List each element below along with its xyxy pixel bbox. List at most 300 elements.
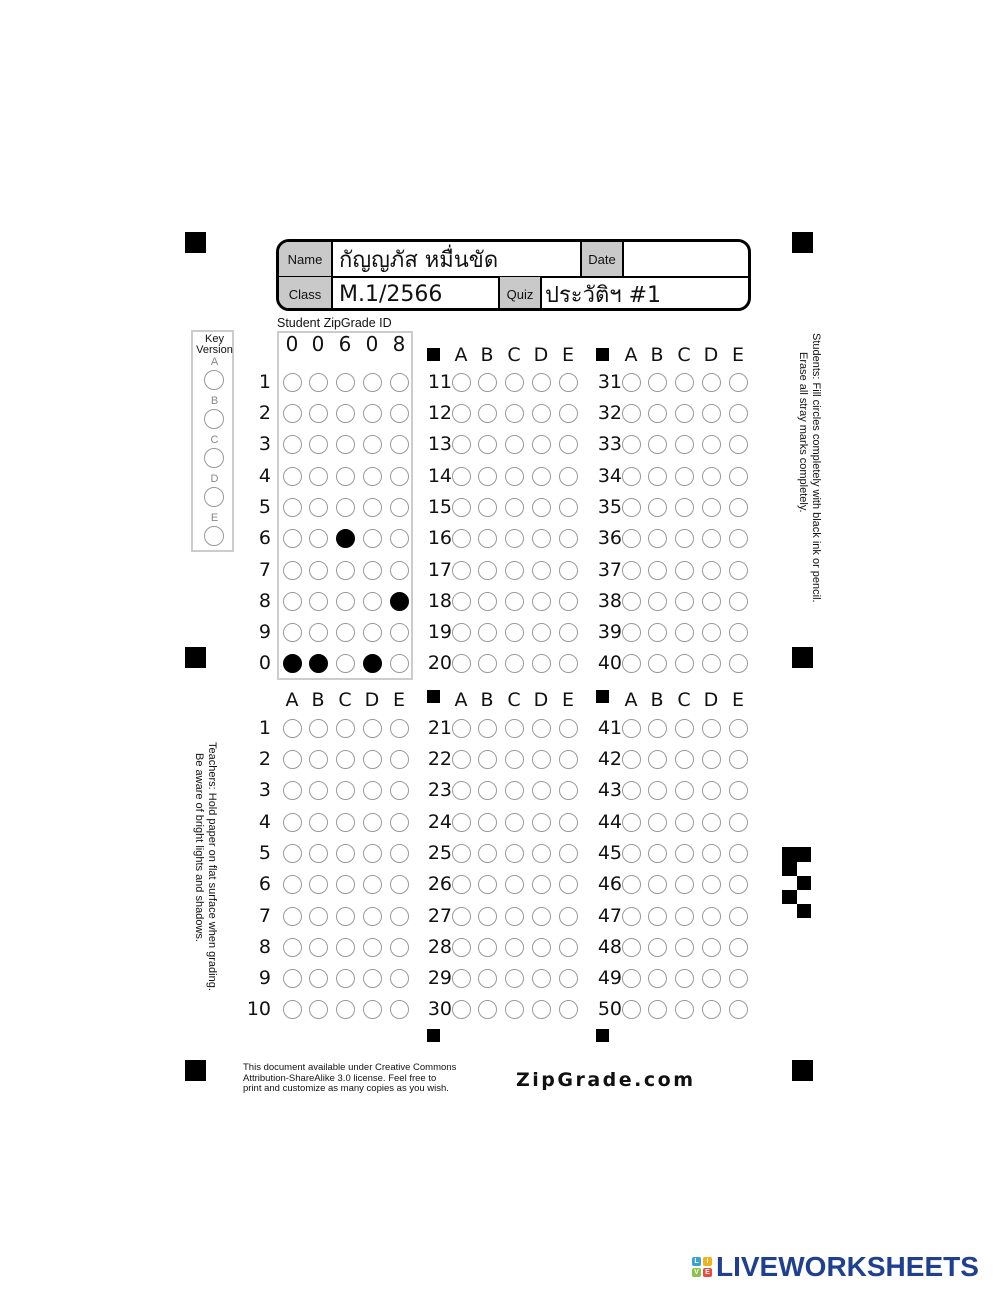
student-id-row-6-bubble-e[interactable] bbox=[390, 529, 409, 548]
question-3-bubble-e[interactable] bbox=[390, 781, 409, 800]
question-30-bubble-a[interactable] bbox=[452, 1000, 471, 1019]
key-version-bubble-c[interactable] bbox=[204, 448, 224, 468]
question-32-bubble-b[interactable] bbox=[648, 404, 667, 423]
question-1-bubble-d[interactable] bbox=[363, 719, 382, 738]
student-id-row-1-bubble-a[interactable] bbox=[283, 373, 302, 392]
student-id-row-0-bubble-a[interactable] bbox=[283, 654, 302, 673]
question-48-bubble-e[interactable] bbox=[729, 938, 748, 957]
question-18-bubble-b[interactable] bbox=[478, 592, 497, 611]
key-version-bubble-b[interactable] bbox=[204, 409, 224, 429]
question-1-bubble-a[interactable] bbox=[283, 719, 302, 738]
question-33-bubble-e[interactable] bbox=[729, 435, 748, 454]
question-32-bubble-e[interactable] bbox=[729, 404, 748, 423]
question-23-bubble-b[interactable] bbox=[478, 781, 497, 800]
question-21-bubble-e[interactable] bbox=[559, 719, 578, 738]
question-39-bubble-b[interactable] bbox=[648, 623, 667, 642]
question-9-bubble-a[interactable] bbox=[283, 969, 302, 988]
question-22-bubble-b[interactable] bbox=[478, 750, 497, 769]
question-43-bubble-a[interactable] bbox=[622, 781, 641, 800]
question-30-bubble-d[interactable] bbox=[532, 1000, 551, 1019]
student-id-row-1-bubble-c[interactable] bbox=[336, 373, 355, 392]
question-8-bubble-c[interactable] bbox=[336, 938, 355, 957]
question-9-bubble-c[interactable] bbox=[336, 969, 355, 988]
question-16-bubble-b[interactable] bbox=[478, 529, 497, 548]
question-27-bubble-c[interactable] bbox=[505, 907, 524, 926]
question-3-bubble-a[interactable] bbox=[283, 781, 302, 800]
question-9-bubble-e[interactable] bbox=[390, 969, 409, 988]
question-45-bubble-c[interactable] bbox=[675, 844, 694, 863]
question-41-bubble-c[interactable] bbox=[675, 719, 694, 738]
question-19-bubble-c[interactable] bbox=[505, 623, 524, 642]
question-36-bubble-d[interactable] bbox=[702, 529, 721, 548]
question-14-bubble-b[interactable] bbox=[478, 467, 497, 486]
question-20-bubble-d[interactable] bbox=[532, 654, 551, 673]
question-50-bubble-e[interactable] bbox=[729, 1000, 748, 1019]
question-4-bubble-d[interactable] bbox=[363, 813, 382, 832]
question-41-bubble-e[interactable] bbox=[729, 719, 748, 738]
question-13-bubble-b[interactable] bbox=[478, 435, 497, 454]
student-id-row-5-bubble-b[interactable] bbox=[309, 498, 328, 517]
question-7-bubble-b[interactable] bbox=[309, 907, 328, 926]
question-26-bubble-c[interactable] bbox=[505, 875, 524, 894]
question-33-bubble-d[interactable] bbox=[702, 435, 721, 454]
question-23-bubble-c[interactable] bbox=[505, 781, 524, 800]
question-27-bubble-e[interactable] bbox=[559, 907, 578, 926]
question-4-bubble-c[interactable] bbox=[336, 813, 355, 832]
question-15-bubble-c[interactable] bbox=[505, 498, 524, 517]
question-2-bubble-c[interactable] bbox=[336, 750, 355, 769]
question-49-bubble-a[interactable] bbox=[622, 969, 641, 988]
question-44-bubble-b[interactable] bbox=[648, 813, 667, 832]
question-16-bubble-d[interactable] bbox=[532, 529, 551, 548]
quiz-field[interactable]: ประวัติฯ #1 bbox=[545, 282, 662, 308]
question-39-bubble-a[interactable] bbox=[622, 623, 641, 642]
question-23-bubble-a[interactable] bbox=[452, 781, 471, 800]
question-15-bubble-d[interactable] bbox=[532, 498, 551, 517]
question-1-bubble-e[interactable] bbox=[390, 719, 409, 738]
question-28-bubble-d[interactable] bbox=[532, 938, 551, 957]
question-16-bubble-c[interactable] bbox=[505, 529, 524, 548]
student-id-row-8-bubble-b[interactable] bbox=[309, 592, 328, 611]
student-id-row-1-bubble-e[interactable] bbox=[390, 373, 409, 392]
question-10-bubble-e[interactable] bbox=[390, 1000, 409, 1019]
question-48-bubble-b[interactable] bbox=[648, 938, 667, 957]
question-45-bubble-b[interactable] bbox=[648, 844, 667, 863]
student-id-row-2-bubble-a[interactable] bbox=[283, 404, 302, 423]
question-28-bubble-a[interactable] bbox=[452, 938, 471, 957]
question-25-bubble-a[interactable] bbox=[452, 844, 471, 863]
student-id-row-5-bubble-e[interactable] bbox=[390, 498, 409, 517]
question-27-bubble-a[interactable] bbox=[452, 907, 471, 926]
question-38-bubble-a[interactable] bbox=[622, 592, 641, 611]
question-33-bubble-b[interactable] bbox=[648, 435, 667, 454]
question-27-bubble-b[interactable] bbox=[478, 907, 497, 926]
question-41-bubble-a[interactable] bbox=[622, 719, 641, 738]
question-49-bubble-c[interactable] bbox=[675, 969, 694, 988]
question-25-bubble-c[interactable] bbox=[505, 844, 524, 863]
question-10-bubble-a[interactable] bbox=[283, 1000, 302, 1019]
question-4-bubble-e[interactable] bbox=[390, 813, 409, 832]
question-35-bubble-c[interactable] bbox=[675, 498, 694, 517]
question-24-bubble-b[interactable] bbox=[478, 813, 497, 832]
question-44-bubble-d[interactable] bbox=[702, 813, 721, 832]
student-id-row-9-bubble-e[interactable] bbox=[390, 623, 409, 642]
question-38-bubble-c[interactable] bbox=[675, 592, 694, 611]
question-28-bubble-b[interactable] bbox=[478, 938, 497, 957]
question-46-bubble-c[interactable] bbox=[675, 875, 694, 894]
question-41-bubble-b[interactable] bbox=[648, 719, 667, 738]
question-31-bubble-d[interactable] bbox=[702, 373, 721, 392]
question-34-bubble-d[interactable] bbox=[702, 467, 721, 486]
question-2-bubble-d[interactable] bbox=[363, 750, 382, 769]
question-26-bubble-d[interactable] bbox=[532, 875, 551, 894]
question-1-bubble-c[interactable] bbox=[336, 719, 355, 738]
question-7-bubble-d[interactable] bbox=[363, 907, 382, 926]
question-17-bubble-b[interactable] bbox=[478, 561, 497, 580]
question-40-bubble-a[interactable] bbox=[622, 654, 641, 673]
question-37-bubble-e[interactable] bbox=[729, 561, 748, 580]
question-9-bubble-d[interactable] bbox=[363, 969, 382, 988]
question-42-bubble-c[interactable] bbox=[675, 750, 694, 769]
question-4-bubble-a[interactable] bbox=[283, 813, 302, 832]
question-6-bubble-e[interactable] bbox=[390, 875, 409, 894]
question-26-bubble-e[interactable] bbox=[559, 875, 578, 894]
question-23-bubble-e[interactable] bbox=[559, 781, 578, 800]
question-44-bubble-c[interactable] bbox=[675, 813, 694, 832]
question-13-bubble-e[interactable] bbox=[559, 435, 578, 454]
question-31-bubble-b[interactable] bbox=[648, 373, 667, 392]
question-45-bubble-a[interactable] bbox=[622, 844, 641, 863]
question-35-bubble-e[interactable] bbox=[729, 498, 748, 517]
student-id-row-9-bubble-d[interactable] bbox=[363, 623, 382, 642]
student-id-row-7-bubble-b[interactable] bbox=[309, 561, 328, 580]
student-id-row-0-bubble-b[interactable] bbox=[309, 654, 328, 673]
question-42-bubble-d[interactable] bbox=[702, 750, 721, 769]
question-17-bubble-c[interactable] bbox=[505, 561, 524, 580]
question-19-bubble-d[interactable] bbox=[532, 623, 551, 642]
question-31-bubble-a[interactable] bbox=[622, 373, 641, 392]
question-25-bubble-b[interactable] bbox=[478, 844, 497, 863]
question-18-bubble-e[interactable] bbox=[559, 592, 578, 611]
question-23-bubble-d[interactable] bbox=[532, 781, 551, 800]
question-11-bubble-b[interactable] bbox=[478, 373, 497, 392]
question-18-bubble-a[interactable] bbox=[452, 592, 471, 611]
question-32-bubble-c[interactable] bbox=[675, 404, 694, 423]
question-43-bubble-d[interactable] bbox=[702, 781, 721, 800]
question-2-bubble-a[interactable] bbox=[283, 750, 302, 769]
question-40-bubble-c[interactable] bbox=[675, 654, 694, 673]
question-27-bubble-d[interactable] bbox=[532, 907, 551, 926]
question-6-bubble-d[interactable] bbox=[363, 875, 382, 894]
question-7-bubble-e[interactable] bbox=[390, 907, 409, 926]
student-id-row-2-bubble-d[interactable] bbox=[363, 404, 382, 423]
question-47-bubble-c[interactable] bbox=[675, 907, 694, 926]
question-13-bubble-d[interactable] bbox=[532, 435, 551, 454]
question-11-bubble-d[interactable] bbox=[532, 373, 551, 392]
question-49-bubble-d[interactable] bbox=[702, 969, 721, 988]
question-7-bubble-c[interactable] bbox=[336, 907, 355, 926]
student-id-row-6-bubble-a[interactable] bbox=[283, 529, 302, 548]
question-21-bubble-c[interactable] bbox=[505, 719, 524, 738]
question-30-bubble-b[interactable] bbox=[478, 1000, 497, 1019]
question-46-bubble-a[interactable] bbox=[622, 875, 641, 894]
student-id-row-6-bubble-b[interactable] bbox=[309, 529, 328, 548]
question-18-bubble-d[interactable] bbox=[532, 592, 551, 611]
question-28-bubble-e[interactable] bbox=[559, 938, 578, 957]
student-id-row-4-bubble-b[interactable] bbox=[309, 467, 328, 486]
question-6-bubble-a[interactable] bbox=[283, 875, 302, 894]
question-12-bubble-e[interactable] bbox=[559, 404, 578, 423]
question-5-bubble-a[interactable] bbox=[283, 844, 302, 863]
question-24-bubble-e[interactable] bbox=[559, 813, 578, 832]
question-13-bubble-a[interactable] bbox=[452, 435, 471, 454]
question-17-bubble-d[interactable] bbox=[532, 561, 551, 580]
question-34-bubble-b[interactable] bbox=[648, 467, 667, 486]
question-11-bubble-a[interactable] bbox=[452, 373, 471, 392]
student-id-row-4-bubble-a[interactable] bbox=[283, 467, 302, 486]
question-33-bubble-a[interactable] bbox=[622, 435, 641, 454]
question-37-bubble-d[interactable] bbox=[702, 561, 721, 580]
question-7-bubble-a[interactable] bbox=[283, 907, 302, 926]
question-47-bubble-a[interactable] bbox=[622, 907, 641, 926]
date-field[interactable] bbox=[626, 242, 746, 276]
question-34-bubble-c[interactable] bbox=[675, 467, 694, 486]
question-22-bubble-d[interactable] bbox=[532, 750, 551, 769]
question-14-bubble-e[interactable] bbox=[559, 467, 578, 486]
question-46-bubble-d[interactable] bbox=[702, 875, 721, 894]
question-20-bubble-b[interactable] bbox=[478, 654, 497, 673]
student-id-row-2-bubble-b[interactable] bbox=[309, 404, 328, 423]
student-id-row-6-bubble-d[interactable] bbox=[363, 529, 382, 548]
question-24-bubble-a[interactable] bbox=[452, 813, 471, 832]
student-id-row-4-bubble-e[interactable] bbox=[390, 467, 409, 486]
question-48-bubble-d[interactable] bbox=[702, 938, 721, 957]
question-49-bubble-b[interactable] bbox=[648, 969, 667, 988]
student-id-row-3-bubble-d[interactable] bbox=[363, 435, 382, 454]
question-12-bubble-b[interactable] bbox=[478, 404, 497, 423]
student-id-row-0-bubble-e[interactable] bbox=[390, 654, 409, 673]
question-29-bubble-b[interactable] bbox=[478, 969, 497, 988]
question-39-bubble-c[interactable] bbox=[675, 623, 694, 642]
student-id-row-3-bubble-a[interactable] bbox=[283, 435, 302, 454]
question-49-bubble-e[interactable] bbox=[729, 969, 748, 988]
question-25-bubble-e[interactable] bbox=[559, 844, 578, 863]
question-33-bubble-c[interactable] bbox=[675, 435, 694, 454]
question-40-bubble-e[interactable] bbox=[729, 654, 748, 673]
question-40-bubble-d[interactable] bbox=[702, 654, 721, 673]
question-43-bubble-c[interactable] bbox=[675, 781, 694, 800]
student-id-row-8-bubble-e[interactable] bbox=[390, 592, 409, 611]
student-id-row-9-bubble-c[interactable] bbox=[336, 623, 355, 642]
question-12-bubble-c[interactable] bbox=[505, 404, 524, 423]
student-id-row-8-bubble-a[interactable] bbox=[283, 592, 302, 611]
question-36-bubble-c[interactable] bbox=[675, 529, 694, 548]
question-38-bubble-b[interactable] bbox=[648, 592, 667, 611]
question-46-bubble-b[interactable] bbox=[648, 875, 667, 894]
question-34-bubble-e[interactable] bbox=[729, 467, 748, 486]
question-40-bubble-b[interactable] bbox=[648, 654, 667, 673]
question-48-bubble-a[interactable] bbox=[622, 938, 641, 957]
student-id-row-8-bubble-d[interactable] bbox=[363, 592, 382, 611]
question-18-bubble-c[interactable] bbox=[505, 592, 524, 611]
student-id-row-7-bubble-c[interactable] bbox=[336, 561, 355, 580]
question-20-bubble-a[interactable] bbox=[452, 654, 471, 673]
question-35-bubble-d[interactable] bbox=[702, 498, 721, 517]
question-20-bubble-e[interactable] bbox=[559, 654, 578, 673]
question-1-bubble-b[interactable] bbox=[309, 719, 328, 738]
student-id-row-1-bubble-b[interactable] bbox=[309, 373, 328, 392]
student-id-row-7-bubble-a[interactable] bbox=[283, 561, 302, 580]
question-37-bubble-a[interactable] bbox=[622, 561, 641, 580]
question-29-bubble-c[interactable] bbox=[505, 969, 524, 988]
student-id-row-4-bubble-c[interactable] bbox=[336, 467, 355, 486]
question-46-bubble-e[interactable] bbox=[729, 875, 748, 894]
question-8-bubble-e[interactable] bbox=[390, 938, 409, 957]
question-13-bubble-c[interactable] bbox=[505, 435, 524, 454]
question-5-bubble-d[interactable] bbox=[363, 844, 382, 863]
question-5-bubble-e[interactable] bbox=[390, 844, 409, 863]
question-8-bubble-a[interactable] bbox=[283, 938, 302, 957]
question-8-bubble-d[interactable] bbox=[363, 938, 382, 957]
question-21-bubble-b[interactable] bbox=[478, 719, 497, 738]
student-id-row-0-bubble-d[interactable] bbox=[363, 654, 382, 673]
student-id-row-3-bubble-c[interactable] bbox=[336, 435, 355, 454]
question-44-bubble-a[interactable] bbox=[622, 813, 641, 832]
question-47-bubble-b[interactable] bbox=[648, 907, 667, 926]
question-15-bubble-a[interactable] bbox=[452, 498, 471, 517]
question-31-bubble-e[interactable] bbox=[729, 373, 748, 392]
question-22-bubble-c[interactable] bbox=[505, 750, 524, 769]
question-29-bubble-a[interactable] bbox=[452, 969, 471, 988]
question-42-bubble-e[interactable] bbox=[729, 750, 748, 769]
student-id-row-5-bubble-d[interactable] bbox=[363, 498, 382, 517]
question-5-bubble-c[interactable] bbox=[336, 844, 355, 863]
student-id-row-5-bubble-a[interactable] bbox=[283, 498, 302, 517]
question-50-bubble-c[interactable] bbox=[675, 1000, 694, 1019]
question-43-bubble-b[interactable] bbox=[648, 781, 667, 800]
question-2-bubble-b[interactable] bbox=[309, 750, 328, 769]
question-48-bubble-c[interactable] bbox=[675, 938, 694, 957]
question-11-bubble-c[interactable] bbox=[505, 373, 524, 392]
question-10-bubble-d[interactable] bbox=[363, 1000, 382, 1019]
question-11-bubble-e[interactable] bbox=[559, 373, 578, 392]
question-8-bubble-b[interactable] bbox=[309, 938, 328, 957]
class-field[interactable]: M.1/2566 bbox=[339, 281, 443, 307]
student-id-row-0-bubble-c[interactable] bbox=[336, 654, 355, 673]
question-22-bubble-e[interactable] bbox=[559, 750, 578, 769]
question-44-bubble-e[interactable] bbox=[729, 813, 748, 832]
key-version-bubble-e[interactable] bbox=[204, 526, 224, 546]
question-4-bubble-b[interactable] bbox=[309, 813, 328, 832]
question-36-bubble-e[interactable] bbox=[729, 529, 748, 548]
question-24-bubble-c[interactable] bbox=[505, 813, 524, 832]
question-12-bubble-d[interactable] bbox=[532, 404, 551, 423]
question-25-bubble-d[interactable] bbox=[532, 844, 551, 863]
question-26-bubble-b[interactable] bbox=[478, 875, 497, 894]
question-24-bubble-d[interactable] bbox=[532, 813, 551, 832]
key-version-bubble-a[interactable] bbox=[204, 370, 224, 390]
student-id-row-9-bubble-b[interactable] bbox=[309, 623, 328, 642]
key-version-bubble-d[interactable] bbox=[204, 487, 224, 507]
question-35-bubble-a[interactable] bbox=[622, 498, 641, 517]
student-id-row-8-bubble-c[interactable] bbox=[336, 592, 355, 611]
student-id-row-2-bubble-e[interactable] bbox=[390, 404, 409, 423]
student-id-row-5-bubble-c[interactable] bbox=[336, 498, 355, 517]
question-37-bubble-b[interactable] bbox=[648, 561, 667, 580]
question-50-bubble-a[interactable] bbox=[622, 1000, 641, 1019]
question-31-bubble-c[interactable] bbox=[675, 373, 694, 392]
student-id-row-7-bubble-d[interactable] bbox=[363, 561, 382, 580]
question-19-bubble-b[interactable] bbox=[478, 623, 497, 642]
question-21-bubble-a[interactable] bbox=[452, 719, 471, 738]
question-45-bubble-e[interactable] bbox=[729, 844, 748, 863]
question-10-bubble-b[interactable] bbox=[309, 1000, 328, 1019]
question-30-bubble-e[interactable] bbox=[559, 1000, 578, 1019]
question-17-bubble-e[interactable] bbox=[559, 561, 578, 580]
question-29-bubble-e[interactable] bbox=[559, 969, 578, 988]
question-21-bubble-d[interactable] bbox=[532, 719, 551, 738]
question-6-bubble-b[interactable] bbox=[309, 875, 328, 894]
question-34-bubble-a[interactable] bbox=[622, 467, 641, 486]
question-22-bubble-a[interactable] bbox=[452, 750, 471, 769]
question-39-bubble-e[interactable] bbox=[729, 623, 748, 642]
question-14-bubble-d[interactable] bbox=[532, 467, 551, 486]
question-43-bubble-e[interactable] bbox=[729, 781, 748, 800]
question-10-bubble-c[interactable] bbox=[336, 1000, 355, 1019]
student-id-row-3-bubble-e[interactable] bbox=[390, 435, 409, 454]
question-50-bubble-b[interactable] bbox=[648, 1000, 667, 1019]
question-2-bubble-e[interactable] bbox=[390, 750, 409, 769]
question-14-bubble-c[interactable] bbox=[505, 467, 524, 486]
question-19-bubble-e[interactable] bbox=[559, 623, 578, 642]
student-id-row-1-bubble-d[interactable] bbox=[363, 373, 382, 392]
student-id-row-6-bubble-c[interactable] bbox=[336, 529, 355, 548]
question-15-bubble-b[interactable] bbox=[478, 498, 497, 517]
student-id-row-9-bubble-a[interactable] bbox=[283, 623, 302, 642]
question-19-bubble-a[interactable] bbox=[452, 623, 471, 642]
question-35-bubble-b[interactable] bbox=[648, 498, 667, 517]
question-5-bubble-b[interactable] bbox=[309, 844, 328, 863]
question-16-bubble-e[interactable] bbox=[559, 529, 578, 548]
name-field[interactable]: กัญญภัส หมื่นขัด bbox=[339, 247, 499, 273]
student-id-row-2-bubble-c[interactable] bbox=[336, 404, 355, 423]
question-38-bubble-e[interactable] bbox=[729, 592, 748, 611]
question-30-bubble-c[interactable] bbox=[505, 1000, 524, 1019]
question-26-bubble-a[interactable] bbox=[452, 875, 471, 894]
question-16-bubble-a[interactable] bbox=[452, 529, 471, 548]
question-29-bubble-d[interactable] bbox=[532, 969, 551, 988]
question-28-bubble-c[interactable] bbox=[505, 938, 524, 957]
question-17-bubble-a[interactable] bbox=[452, 561, 471, 580]
question-9-bubble-b[interactable] bbox=[309, 969, 328, 988]
question-20-bubble-c[interactable] bbox=[505, 654, 524, 673]
student-id-row-7-bubble-e[interactable] bbox=[390, 561, 409, 580]
student-id-row-3-bubble-b[interactable] bbox=[309, 435, 328, 454]
question-47-bubble-d[interactable] bbox=[702, 907, 721, 926]
question-42-bubble-b[interactable] bbox=[648, 750, 667, 769]
question-14-bubble-a[interactable] bbox=[452, 467, 471, 486]
question-42-bubble-a[interactable] bbox=[622, 750, 641, 769]
question-50-bubble-d[interactable] bbox=[702, 1000, 721, 1019]
question-37-bubble-c[interactable] bbox=[675, 561, 694, 580]
question-32-bubble-d[interactable] bbox=[702, 404, 721, 423]
question-6-bubble-c[interactable] bbox=[336, 875, 355, 894]
question-38-bubble-d[interactable] bbox=[702, 592, 721, 611]
question-47-bubble-e[interactable] bbox=[729, 907, 748, 926]
question-36-bubble-a[interactable] bbox=[622, 529, 641, 548]
question-45-bubble-d[interactable] bbox=[702, 844, 721, 863]
question-36-bubble-b[interactable] bbox=[648, 529, 667, 548]
